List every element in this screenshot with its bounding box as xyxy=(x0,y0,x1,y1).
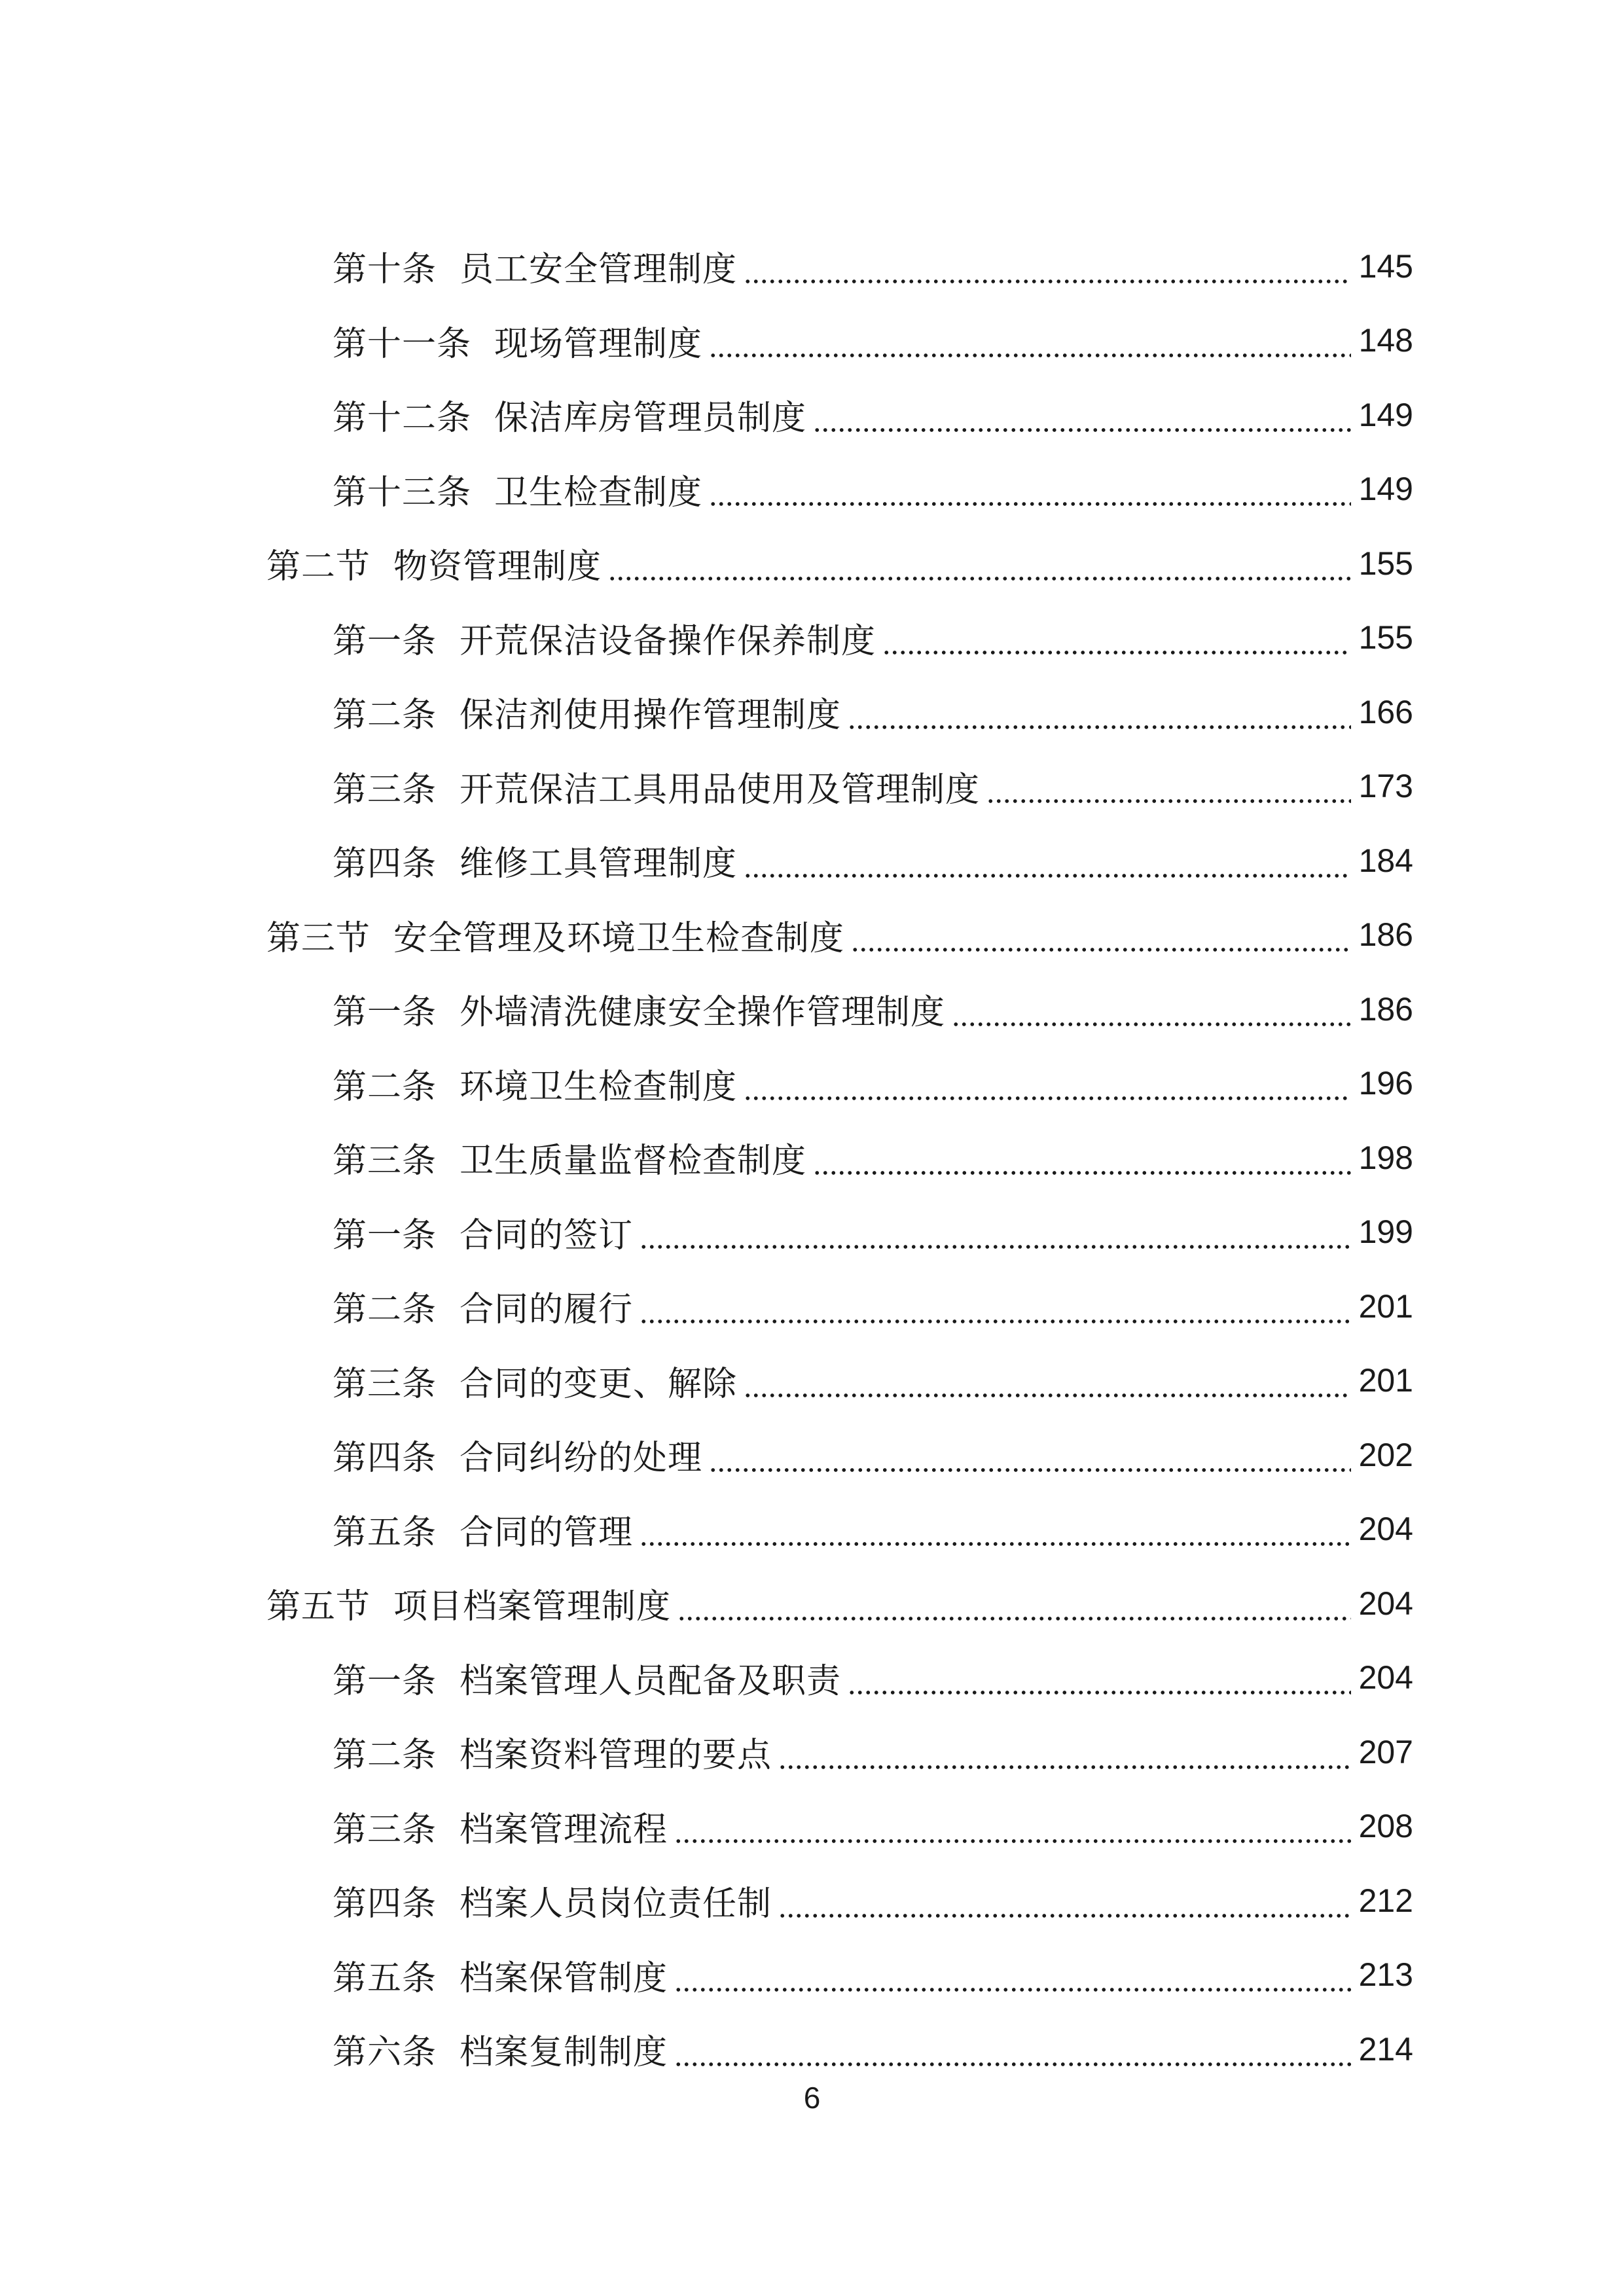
toc-entry-label: 第一条 开荒保洁设备操作保养制度 xyxy=(333,621,876,661)
toc-entry-page-number: 201 xyxy=(1358,1287,1413,1325)
toc-entry-label: 第三条 合同的变更、解除 xyxy=(333,1364,738,1404)
toc-article-entry[interactable] xyxy=(333,972,1413,1047)
dot-leader xyxy=(848,1661,1351,1695)
toc-entry-label: 第三条 卫生质量监督检查制度 xyxy=(333,1141,807,1181)
toc-entry-label: 第三条 档案管理流程 xyxy=(333,1810,668,1850)
toc-article-entry[interactable] xyxy=(333,304,1413,378)
toc-section-entry[interactable] xyxy=(266,898,1413,973)
toc-entry-label: 第三节 安全管理及环境卫生检查制度 xyxy=(266,918,845,958)
toc-article-entry[interactable] xyxy=(333,1492,1413,1567)
toc-entry-page-number: 198 xyxy=(1358,1139,1413,1176)
toc-article-entry[interactable] xyxy=(333,601,1413,675)
toc-article-entry[interactable] xyxy=(333,2012,1413,2087)
dot-leader xyxy=(778,1736,1351,1770)
dot-leader xyxy=(709,1439,1351,1473)
toc-entry-label: 第六条 档案复制制度 xyxy=(333,2033,668,2073)
dot-leader xyxy=(813,399,1351,433)
toc-article-entry[interactable] xyxy=(333,1195,1413,1270)
toc-article-entry[interactable] xyxy=(333,823,1413,898)
toc-entry-page-number: 149 xyxy=(1358,471,1413,508)
toc-entry-page-number: 149 xyxy=(1358,396,1413,433)
toc-entry-label: 第一条 合同的签订 xyxy=(333,1215,634,1255)
toc-article-entry[interactable] xyxy=(333,378,1413,452)
toc-article-entry[interactable] xyxy=(333,452,1413,527)
toc-entry-page-number: 186 xyxy=(1358,916,1413,954)
toc-article-entry[interactable] xyxy=(333,1418,1413,1492)
dot-leader xyxy=(674,1958,1351,1992)
page-number: 6 xyxy=(803,2081,821,2115)
toc-article-entry[interactable] xyxy=(333,1641,1413,1715)
toc-entry-page-number: 155 xyxy=(1358,545,1413,582)
dot-leader xyxy=(744,1364,1351,1398)
toc-entry-page-number: 148 xyxy=(1358,322,1413,359)
toc-entry-label: 第三条 开荒保洁工具用品使用及管理制度 xyxy=(333,770,981,810)
toc-entry-label: 第二条 保洁剂使用操作管理制度 xyxy=(333,696,842,736)
toc-article-entry[interactable] xyxy=(333,1938,1413,2013)
dot-leader xyxy=(608,547,1351,581)
toc-entry-page-number: 199 xyxy=(1358,1213,1413,1251)
toc-entry-label: 第四条 合同纠纷的处理 xyxy=(333,1439,703,1479)
toc-entry-label: 第二节 物资管理制度 xyxy=(266,547,602,587)
dot-leader xyxy=(778,1884,1351,1918)
toc-article-entry[interactable] xyxy=(333,229,1413,304)
table-of-contents xyxy=(0,229,1624,2087)
dot-leader xyxy=(882,621,1351,655)
toc-entry-page-number: 204 xyxy=(1358,1585,1413,1622)
toc-entry-page-number: 155 xyxy=(1358,619,1413,656)
dot-leader xyxy=(709,324,1351,358)
toc-article-entry[interactable] xyxy=(333,1715,1413,1789)
toc-entry-page-number: 201 xyxy=(1358,1362,1413,1399)
dot-leader xyxy=(744,1067,1351,1101)
toc-section-entry[interactable] xyxy=(266,1566,1413,1641)
toc-entry-page-number: 214 xyxy=(1358,2030,1413,2068)
toc-article-entry[interactable] xyxy=(333,675,1413,749)
toc-entry-label: 第五条 合同的管理 xyxy=(333,1513,634,1552)
dot-leader xyxy=(677,1587,1351,1621)
toc-entry-page-number: 212 xyxy=(1358,1882,1413,1919)
toc-entry-label: 第五节 项目档案管理制度 xyxy=(266,1587,672,1627)
toc-entry-page-number: 184 xyxy=(1358,842,1413,879)
dot-leader xyxy=(640,1290,1351,1324)
toc-entry-label: 第二条 档案资料管理的要点 xyxy=(333,1736,772,1776)
toc-entry-page-number: 196 xyxy=(1358,1065,1413,1102)
toc-entry-label: 第四条 维修工具管理制度 xyxy=(333,844,738,884)
dot-leader xyxy=(813,1141,1351,1175)
toc-article-entry[interactable] xyxy=(333,1789,1413,1864)
toc-entry-label: 第二条 合同的履行 xyxy=(333,1290,634,1330)
toc-entry-label: 第十条 员工安全管理制度 xyxy=(333,250,738,290)
dot-leader xyxy=(952,993,1351,1027)
toc-entry-page-number: 213 xyxy=(1358,1956,1413,1994)
toc-entry-page-number: 204 xyxy=(1358,1511,1413,1548)
toc-article-entry[interactable] xyxy=(333,1047,1413,1121)
toc-article-entry[interactable] xyxy=(333,1344,1413,1418)
dot-leader xyxy=(640,1513,1351,1547)
dot-leader xyxy=(674,1810,1351,1844)
toc-entry-label: 第五条 档案保管制度 xyxy=(333,1958,668,1998)
toc-section-entry[interactable] xyxy=(266,526,1413,601)
dot-leader xyxy=(640,1215,1351,1249)
toc-entry-label: 第一条 外墙清洗健康安全操作管理制度 xyxy=(333,993,946,1033)
toc-article-entry[interactable] xyxy=(333,1269,1413,1344)
toc-entry-page-number: 173 xyxy=(1358,768,1413,805)
toc-article-entry[interactable] xyxy=(333,1121,1413,1195)
dot-leader xyxy=(674,2033,1351,2067)
toc-article-entry[interactable] xyxy=(333,1863,1413,1938)
toc-entry-label: 第十二条 保洁库房管理员制度 xyxy=(333,399,807,439)
toc-article-entry[interactable] xyxy=(333,749,1413,824)
toc-entry-label: 第四条 档案人员岗位责任制 xyxy=(333,1884,772,1924)
dot-leader xyxy=(744,844,1351,878)
dot-leader xyxy=(709,473,1351,507)
toc-entry-page-number: 202 xyxy=(1358,1436,1413,1473)
dot-leader xyxy=(851,918,1351,952)
toc-entry-label: 第十三条 卫生检查制度 xyxy=(333,473,703,512)
dot-leader xyxy=(848,696,1351,730)
toc-entry-page-number: 204 xyxy=(1358,1659,1413,1696)
dot-leader xyxy=(986,770,1351,804)
toc-entry-page-number: 145 xyxy=(1358,247,1413,285)
toc-entry-label: 第二条 环境卫生检查制度 xyxy=(333,1067,738,1107)
toc-entry-label: 第十一条 现场管理制度 xyxy=(333,324,703,364)
toc-entry-page-number: 186 xyxy=(1358,990,1413,1028)
toc-entry-page-number: 208 xyxy=(1358,1808,1413,1845)
toc-entry-page-number: 207 xyxy=(1358,1733,1413,1770)
toc-entry-label: 第一条 档案管理人员配备及职责 xyxy=(333,1661,842,1701)
dot-leader xyxy=(744,250,1351,284)
toc-entry-page-number: 166 xyxy=(1358,693,1413,730)
